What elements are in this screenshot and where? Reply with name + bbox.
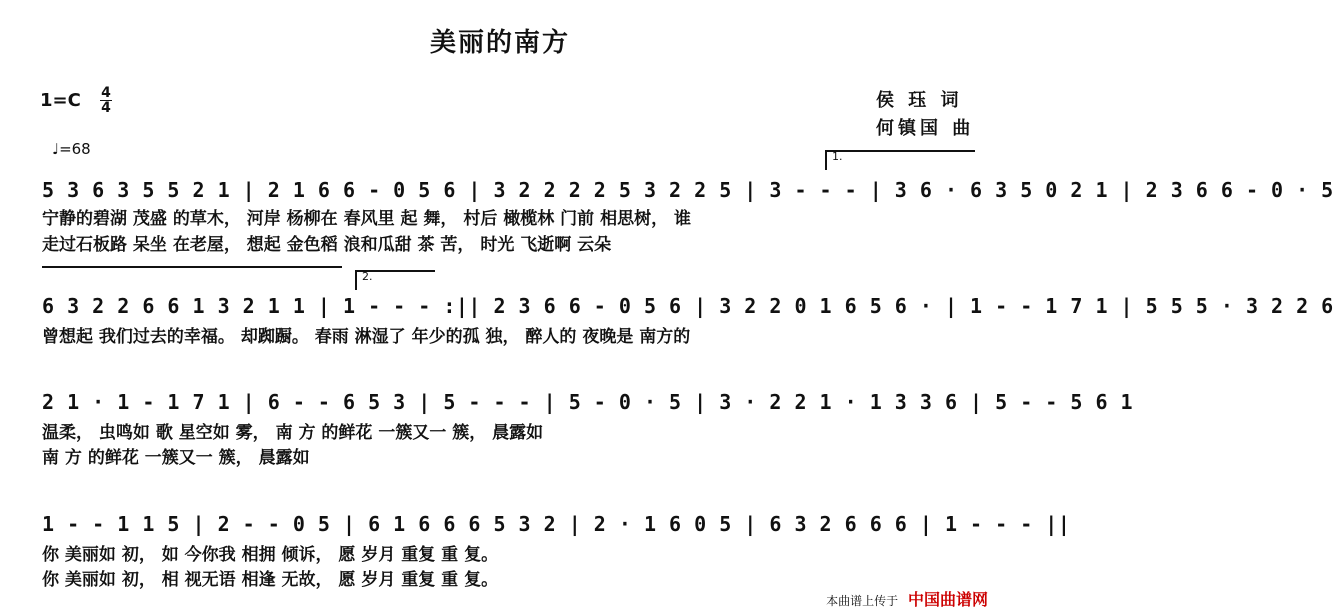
volta-1-edge [825, 150, 827, 170]
lyric-row-4-verse-2: 你 美丽如 初， 相 视无语 相逢 无故， 愿 岁月 重复 重 复。 [42, 570, 499, 590]
tempo-marking: ♩=68 [52, 140, 91, 158]
meter-bottom: 4 [101, 100, 111, 116]
lyric-row-2-verse-1: 曾想起 我们过去的幸福。 却踟蹰。 春雨 淋湿了 年少的孤 独， 醉人的 夜晚是 南方的 [42, 327, 691, 347]
volta-2-label: 2. [362, 270, 373, 283]
key-signature: 1=C [40, 90, 81, 111]
upload-text: 本曲谱上传于 [826, 594, 899, 608]
notation-row-3: 2 1 · 1 - 1 7 1 | 6 - - 6 5 3 | 5 - - - | 5 - 0 · 5 | 3 · 2 2 1 · 1 3 3 6 | 5 - - 5 6 1 [42, 390, 1134, 414]
volta-1-continuation [42, 266, 342, 268]
lyric-row-1-verse-1: 宁静的碧湖 茂盛 的草木， 河岸 杨柳在 春风里 起 舞， 村后 橄榄林 门前 相思树， 谁 [42, 209, 692, 229]
lyric-row-4-verse-1: 你 美丽如 初， 如 今你我 相拥 倾诉， 愿 岁月 重复 重 复。 [42, 545, 499, 565]
volta-2-edge [355, 270, 357, 290]
volta-1-label: 1. [832, 150, 843, 163]
page-title: 美丽的南方 [429, 28, 570, 58]
lyricist-credit: 侯 珏 词 [876, 90, 963, 111]
site-logo-text[interactable]: 中国曲谱网 [907, 590, 988, 609]
meter-top: 4 [101, 85, 111, 101]
upload-footer [826, 587, 988, 610]
notation-row-4: 1 - - 1 1 5 | 2 - - 0 5 | 6 1 6 6 6 5 3 2 | 2 · 1 6 0 5 | 6 3 2 6 6 6 | 1 - - - || [42, 512, 1071, 536]
composer-credit: 何镇国 曲 [876, 118, 975, 139]
volta-1-bracket [825, 150, 975, 152]
lyric-row-3-verse-1: 温柔， 虫鸣如 歌 星空如 雾， 南 方 的鲜花 一簇又一 簇， 晨露如 [42, 423, 544, 443]
notation-row-1: 5 3 6 3 5 5 2 1 | 2 1 6 6 - 0 5 6 | 3 2 2 2 2 5 3 2 2 5 | 3 - - - | 3 6 · 6 3 5 0 2 1 | 2 3 6 6 - 0 · 5 [42, 178, 1334, 202]
lyric-row-1-verse-2: 走过石板路 呆坐 在老屋， 想起 金色稻 浪和瓜甜 茶 苦， 时光 飞逝啊 云朵 [42, 235, 612, 255]
lyric-row-3-verse-2: 南 方 的鲜花 一簇又一 簇， 晨露如 [42, 448, 310, 468]
notation-row-2: 6 3 2 2 6 6 1 3 2 1 1 | 1 - - - :|| 2 3 6 6 - 0 5 6 | 3 2 2 0 1 6 5 6 · | 1 - - 1 7 1 | 5 5 5 · 3 2 2 6 [42, 294, 1334, 318]
time-signature [100, 86, 112, 115]
